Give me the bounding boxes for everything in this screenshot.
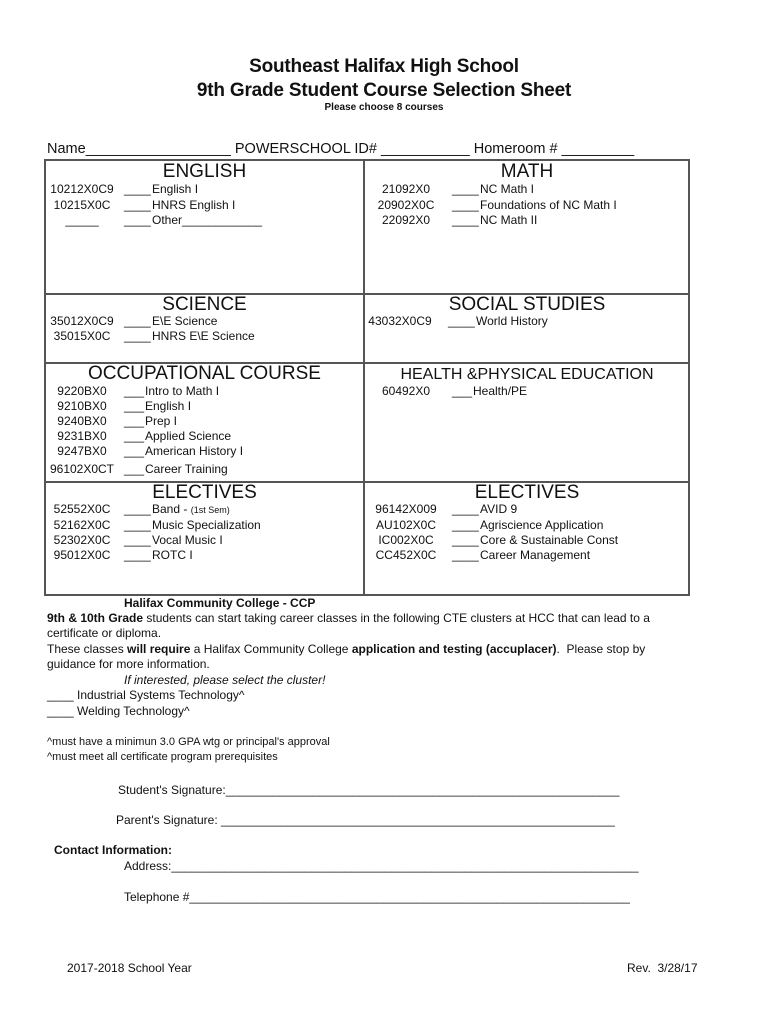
- telephone-label: Telephone #: [124, 890, 190, 904]
- section-electives-left: [46, 482, 363, 596]
- ccp-application-testing: application and testing (accuplacer): [351, 642, 557, 656]
- course-code: CC452X0C: [375, 548, 437, 562]
- section-title: MATH: [500, 161, 554, 182]
- course-code: 9247BX0: [57, 444, 107, 458]
- course-row: [46, 502, 363, 517]
- course-name: Music Specialization: [152, 518, 261, 532]
- course-row: [46, 518, 363, 533]
- course-code: 22092X0: [381, 213, 431, 227]
- section-science: [46, 294, 363, 362]
- course-row: [364, 182, 690, 197]
- course-name: Foundations of NC Math I: [480, 198, 617, 212]
- ccp-paragraph-2: [47, 642, 645, 656]
- student-info-line: [47, 141, 634, 157]
- course-code: 52302X0C: [53, 533, 111, 547]
- course-code: 9220BX0: [57, 384, 107, 398]
- course-name: World History: [476, 314, 548, 328]
- course-row: [46, 384, 363, 399]
- course-row: [46, 314, 363, 329]
- cluster-option-welding: [47, 704, 190, 718]
- course-row: [46, 329, 363, 344]
- course-name: English I: [152, 182, 199, 196]
- section-math: [364, 161, 690, 293]
- course-name: Health/PE: [473, 384, 528, 398]
- course-row: [364, 502, 690, 517]
- section-title: ELECTIVES: [152, 482, 257, 503]
- parent-signature-field[interactable]: ___________________________________________________________: [221, 813, 615, 827]
- address-line: [124, 859, 639, 873]
- course-name: American History I: [145, 444, 244, 458]
- ccp-grade-bold: 9th & 10th Grade: [47, 611, 144, 625]
- course-checkbox-blank[interactable]: ___: [124, 444, 145, 458]
- course-code: 35012X0C9: [50, 314, 114, 328]
- course-code: 9240BX0: [57, 414, 107, 428]
- course-row: [46, 213, 363, 228]
- name-label: Name: [47, 141, 86, 157]
- address-label: Address:: [124, 859, 172, 873]
- course-checkbox-blank[interactable]: ____: [448, 314, 475, 328]
- course-name-text: Band -: [152, 502, 191, 516]
- course-row: [364, 384, 690, 399]
- course-checkbox-blank[interactable]: ____: [452, 182, 479, 196]
- cluster-option-industrial: [47, 688, 245, 702]
- student-signature-label: Student's Signature:: [118, 783, 226, 797]
- course-row: [364, 548, 690, 563]
- telephone-line: [124, 890, 630, 904]
- section-english: [46, 161, 363, 293]
- course-name-other-field[interactable]: Other____________: [152, 213, 263, 227]
- course-checkbox-blank[interactable]: ___: [124, 399, 145, 413]
- semester-note: (1st Sem): [190, 505, 230, 515]
- course-name: Core & Sustainable Const: [480, 533, 619, 547]
- section-title: ENGLISH: [162, 161, 247, 182]
- course-grid: [44, 159, 690, 596]
- course-name: HNRS E\E Science: [152, 329, 255, 343]
- course-row: [46, 548, 363, 563]
- section-occupational: [46, 363, 363, 481]
- course-code: IC002X0C: [378, 533, 434, 547]
- section-social-studies: [364, 294, 690, 362]
- course-name: E\E Science: [152, 314, 218, 328]
- course-row: [46, 444, 363, 459]
- course-code-field[interactable]: _____: [65, 213, 99, 227]
- course-checkbox-blank[interactable]: ____: [452, 533, 479, 547]
- ccp-heading: Halifax Community College - CCP: [124, 596, 316, 610]
- course-code: 20902X0C: [377, 198, 435, 212]
- course-code: 43032X0C9: [368, 314, 432, 328]
- course-checkbox-blank[interactable]: ____: [124, 314, 151, 328]
- course-checkbox-blank[interactable]: ____: [124, 182, 151, 196]
- section-title: SCIENCE: [162, 294, 247, 315]
- course-row: [364, 533, 690, 548]
- page-subtitle: Please choose 8 courses: [324, 102, 444, 113]
- course-row: [46, 462, 363, 477]
- course-checkbox-blank[interactable]: ____: [124, 213, 151, 227]
- course-name: HNRS English I: [152, 198, 236, 212]
- course-row: [364, 314, 690, 329]
- course-code: 52162X0C: [53, 518, 111, 532]
- course-row: [46, 198, 363, 213]
- course-code: 96142X009: [375, 502, 437, 516]
- powerschool-id-label: POWERSCHOOL ID#: [234, 141, 377, 157]
- course-code: AU102X0C: [375, 518, 437, 532]
- course-name: Career Training: [145, 462, 228, 476]
- student-signature-line: [118, 783, 619, 797]
- course-code: 10215X0C: [53, 198, 111, 212]
- ccp-note-gpa: ^must have a minimun 3.0 GPA wtg or principal's approval: [47, 736, 330, 748]
- section-electives-right: [364, 482, 690, 596]
- course-code: 9210BX0: [57, 399, 107, 413]
- parent-signature-label: Parent's Signature:: [116, 813, 222, 827]
- ccp-para2-text: . Please stop by: [556, 642, 646, 656]
- course-row: [46, 533, 363, 548]
- powerschool-id-field[interactable]: ___________: [380, 141, 470, 157]
- course-checkbox-blank[interactable]: ___: [124, 462, 145, 476]
- ccp-will-require: will require: [127, 642, 191, 656]
- course-name: Vocal Music I: [152, 533, 223, 547]
- course-row: [46, 429, 363, 444]
- course-checkbox-blank[interactable]: ___: [452, 384, 473, 398]
- course-checkbox-blank[interactable]: ____: [124, 502, 151, 516]
- cluster-name: Industrial Systems Technology^: [77, 688, 245, 702]
- course-code: 21092X0: [381, 182, 431, 196]
- ccp-paragraph-1-line2: certificate or diploma.: [47, 626, 162, 640]
- footer-school-year: 2017-2018 School Year: [67, 961, 192, 975]
- course-row: [364, 518, 690, 533]
- homeroom-field[interactable]: _________: [561, 141, 635, 157]
- course-code: 96102X0CT: [49, 462, 115, 476]
- course-checkbox-blank[interactable]: ____: [452, 518, 479, 532]
- course-checkbox-blank[interactable]: ____: [452, 198, 479, 212]
- course-checkbox-blank[interactable]: ____: [124, 533, 151, 547]
- course-code: 35015X0C: [53, 329, 111, 343]
- course-checkbox-blank[interactable]: ____: [124, 198, 151, 212]
- course-name: NC Math I: [480, 182, 535, 196]
- footer-revision: Rev. 3/28/17: [627, 961, 698, 975]
- course-name: Applied Science: [145, 429, 232, 443]
- course-name: Agriscience Application: [480, 518, 604, 532]
- contact-heading: Contact Information:: [54, 843, 172, 857]
- course-name: Prep I: [145, 414, 178, 428]
- course-name: [152, 502, 230, 518]
- address-field[interactable]: ______________________________________________________________________: [171, 859, 639, 873]
- course-checkbox-blank[interactable]: ____: [452, 548, 479, 562]
- course-code: 95012X0C: [53, 548, 111, 562]
- ccp-paragraph-1: [47, 611, 650, 625]
- cluster-checkbox-blank[interactable]: ____: [47, 688, 74, 702]
- section-title: HEALTH &PHYSICAL EDUCATION: [400, 366, 654, 383]
- course-checkbox-blank[interactable]: ___: [124, 429, 145, 443]
- course-name: NC Math II: [480, 213, 538, 227]
- student-signature-field[interactable]: ___________________________________________________________: [225, 783, 620, 797]
- course-code: 60492X0: [381, 384, 431, 398]
- ccp-para2-text: a Halifax Community College: [190, 642, 352, 656]
- section-title: OCCUPATIONAL COURSE: [88, 363, 321, 384]
- school-name: Southeast Halifax High School: [249, 56, 519, 77]
- course-checkbox-blank[interactable]: ____: [124, 548, 151, 562]
- course-checkbox-blank[interactable]: ____: [124, 329, 151, 343]
- section-title: ELECTIVES: [474, 482, 580, 503]
- course-name: Intro to Math I: [145, 384, 220, 398]
- ccp-para2-text: These classes: [47, 642, 128, 656]
- parent-signature-line: [116, 813, 615, 827]
- course-code: 10212X0C9: [50, 182, 114, 196]
- ccp-note-prereq: ^must meet all certificate program prerequisites: [47, 751, 278, 763]
- course-checkbox-blank[interactable]: ____: [124, 518, 151, 532]
- name-field[interactable]: __________________: [85, 141, 231, 157]
- ccp-para1-text: students can start taking career classes in the following CTE clusters at HCC that can lead to a: [143, 611, 650, 625]
- course-name: AVID 9: [480, 502, 518, 516]
- course-row: [364, 198, 690, 213]
- course-row: [46, 182, 363, 197]
- telephone-field[interactable]: __________________________________________________________________: [189, 890, 630, 904]
- course-code: 9231BX0: [57, 429, 107, 443]
- ccp-paragraph-2-line2: guidance for more information.: [47, 657, 210, 671]
- section-health-pe: [364, 363, 690, 481]
- course-checkbox-blank[interactable]: ____: [452, 213, 479, 227]
- section-title: SOCIAL STUDIES: [448, 294, 606, 315]
- cluster-checkbox-blank[interactable]: ____: [47, 704, 74, 718]
- course-row: [46, 414, 363, 429]
- page-title: 9th Grade Student Course Selection Sheet: [196, 80, 572, 101]
- course-checkbox-blank[interactable]: ___: [124, 384, 145, 398]
- course-row: [364, 213, 690, 228]
- course-row: [46, 399, 363, 414]
- ccp-select-prompt: If interested, please select the cluster!: [124, 673, 326, 687]
- course-code: 52552X0C: [53, 502, 111, 516]
- homeroom-label: Homeroom #: [473, 141, 558, 157]
- course-name: ROTC I: [152, 548, 193, 562]
- course-checkbox-blank[interactable]: ____: [452, 502, 479, 516]
- cluster-name: Welding Technology^: [77, 704, 190, 718]
- course-name: English I: [145, 399, 192, 413]
- course-checkbox-blank[interactable]: ___: [124, 414, 145, 428]
- course-name: Career Management: [480, 548, 591, 562]
